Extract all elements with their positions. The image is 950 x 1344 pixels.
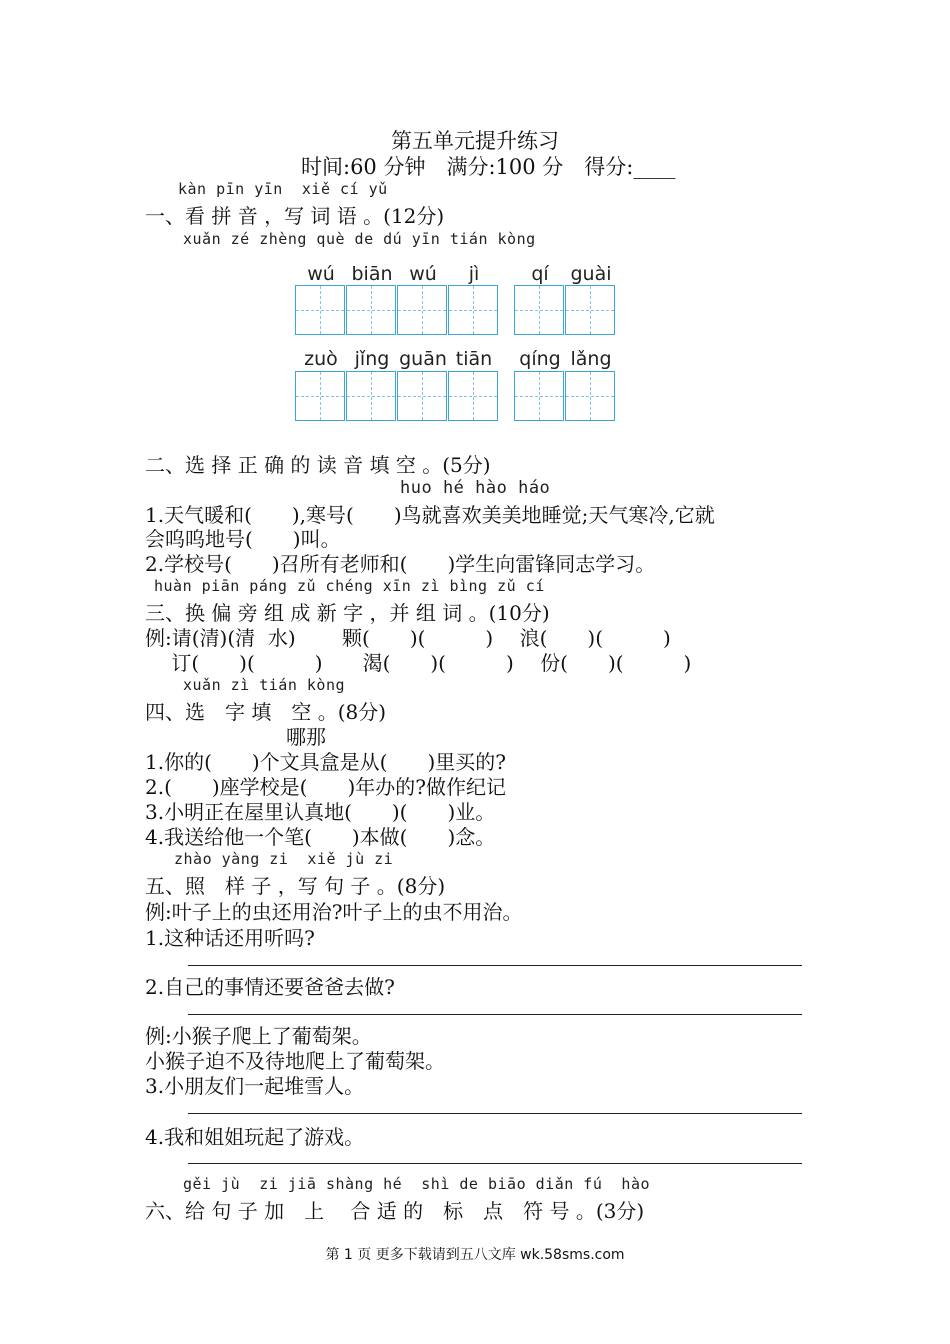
s3-line: 例:请(清)(清 水) 颗( )( ) 浪( )( ): [145, 626, 671, 650]
s1-pinyin-2: xuǎn zé zhèng què de dú yīn tián kòng: [183, 230, 536, 248]
grid-pinyin: wú: [307, 263, 335, 285]
s5-example: 例:小猴子爬上了葡萄架。: [145, 1024, 372, 1048]
s3-heading: 三、换 偏 旁 组 成 新 字 ，并 组 词 。(10分): [145, 601, 550, 625]
page-footer: 第 1 页 更多下载请到五八文库 wk.58sms.com: [325, 1247, 625, 1263]
writing-cell[interactable]: [565, 285, 615, 335]
s3-pinyin: huàn piān páng zǔ chéng xīn zì bìng zǔ cí: [154, 577, 545, 595]
s5-pinyin: zhào yàng zi xiě jù zi: [174, 850, 394, 868]
s5-example: 小猴子迫不及待地爬上了葡萄架。: [145, 1049, 445, 1073]
writing-cell[interactable]: [514, 285, 564, 335]
s4-options: 哪那: [286, 725, 326, 749]
grid-pinyin: qí: [531, 263, 549, 285]
s5-question: 4.我和姐姐玩起了游戏。: [145, 1125, 365, 1149]
grid-pinyin: qíng: [519, 348, 561, 370]
answer-line[interactable]: [188, 1113, 802, 1114]
page-title: 第五单元提升练习: [391, 129, 559, 153]
s4-line: 4.我送给他一个笔( )本做( )念。: [145, 825, 496, 849]
s2-options: huo hé hào háo: [400, 478, 551, 498]
grid-pinyin: lǎng: [570, 348, 612, 370]
writing-cell[interactable]: [397, 371, 447, 421]
grid-pinyin: zuò: [304, 348, 338, 370]
s4-line: 2.( )座学校是( )年办的?做作纪记: [145, 775, 507, 799]
writing-cell[interactable]: [295, 371, 345, 421]
grid-pinyin: guān: [399, 348, 447, 370]
answer-line[interactable]: [188, 1014, 802, 1015]
writing-cell[interactable]: [514, 371, 564, 421]
s5-question: 2.自己的事情还要爸爸去做?: [145, 975, 395, 999]
s2-line: 1.天气暖和( ),寒号( )鸟就喜欢美美地睡觉;天气寒冷,它就: [145, 503, 715, 527]
exam-meta: 时间:60 分钟 满分:100 分 得分:____: [301, 155, 676, 179]
s4-line: 1.你的( )个文具盒是从( )里买的?: [145, 750, 507, 774]
writing-cell[interactable]: [346, 285, 396, 335]
writing-cell[interactable]: [565, 371, 615, 421]
writing-cell[interactable]: [448, 285, 498, 335]
s3-line: 订( )( ) 渴( )( ) 份( )( ): [145, 651, 692, 675]
s2-line: 2.学校号( )召所有老师和( )学生向雷锋同志学习。: [145, 552, 656, 576]
s6-pinyin: gěi jù zi jiā shàng hé shì de biāo diǎn fú hào: [183, 1175, 651, 1193]
s4-pinyin: xuǎn zì tián kòng: [183, 676, 346, 694]
grid-pinyin: jì: [468, 263, 480, 285]
writing-cell[interactable]: [295, 285, 345, 335]
grid-pinyin: tiān: [455, 348, 493, 370]
s5-example: 例:叶子上的虫还用治?叶子上的虫不用治。: [145, 900, 523, 924]
answer-line[interactable]: [188, 965, 802, 966]
grid-pinyin: guài: [570, 263, 612, 285]
writing-cell[interactable]: [448, 371, 498, 421]
s1-pinyin: kàn pīn yīn xiě cí yǔ: [178, 180, 388, 198]
writing-cell[interactable]: [397, 285, 447, 335]
s5-question: 1.这种话还用听吗?: [145, 926, 315, 950]
writing-cell[interactable]: [346, 371, 396, 421]
s4-heading: 四、选 字 填 空 。(8分): [145, 700, 387, 724]
s6-heading: 六、给 句 子 加 上 合 适 的 标 点 符 号 。(3分): [145, 1199, 645, 1223]
s1-heading: 一、看 拼 音 ，写 词 语 。(12分): [145, 204, 445, 228]
s2-heading: 二、选 择 正 确 的 读 音 填 空 。(5分): [145, 453, 491, 477]
grid-pinyin: jǐng: [354, 348, 390, 370]
s2-line: 会呜呜地号( )叫。: [145, 527, 341, 551]
grid-pinyin: biān: [351, 263, 393, 285]
answer-line[interactable]: [188, 1163, 802, 1164]
grid-pinyin: wú: [409, 263, 437, 285]
s4-line: 3.小明正在屋里认真地( )( )业。: [145, 800, 496, 824]
s5-question: 3.小朋友们一起堆雪人。: [145, 1074, 365, 1098]
s5-heading: 五、照 样 子 ，写 句 子 。(8分): [145, 874, 446, 898]
